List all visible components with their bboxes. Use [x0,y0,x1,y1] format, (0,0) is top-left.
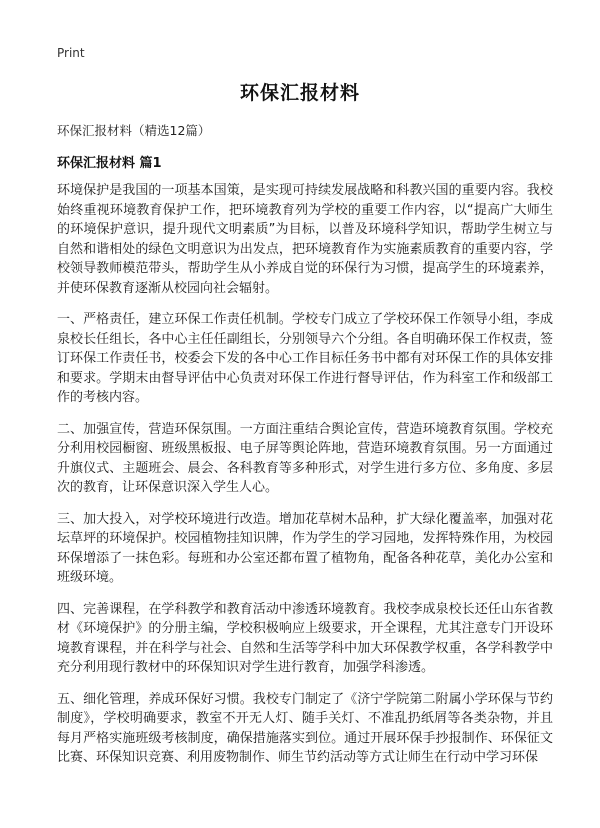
paragraph-investment: 三、加大投入，对学校环境进行改造。增加花草树木品种，扩大绿化覆盖率，加强对花坛草坪的环境保护。校园植物挂知识牌，作为学生的学习园地，发挥特殊作用，为校园环保增添了一抹色彩。每班和办公室还都布置了植物角，配备各种花草，美化办公室和班级环境。 [57,511,553,585]
document-body [57,181,553,780]
document-title: 环保汇报材料 [239,82,360,104]
section-heading: 环保汇报材料 篇1 [57,156,162,171]
paragraph-responsibility: 一、严格责任，建立环保工作责任机制。学校专门成立了学校环保工作领导小组，李成泉校长任组长，各中心主任任副组长，分别领导六个分组。各自明确环保工作权责，签订环保工作责任书，校委会下发的各中心工作目标任务书中都有对环保工作的具体安排和要求。学期末由督导评估中心负责对环保工作进行督导评估，作为科室工作和级部工作的考核内容。 [57,312,553,405]
paragraph-intro: 环境保护是我国的一项基本国策，是实现可持续发展战略和科教兴国的重要内容。我校始终重视环境教育保护工作，把环境教育列为学校的重要工作内容，以“提高广大师生的环境保护意识，提升现代文明素质”为目标，以普及环境科学知识，帮助学生树立与自然和谐相处的绿色文明意识为出发点，把环境教育作为实施素质教育的重要内容，学校领导教师模范带头，帮助学生从小养成自觉的环保行为习惯，提高学生的环境素养，并使环保教育逐渐从校园向社会辐射。 [57,183,553,296]
paragraph-curriculum: 四、完善课程，在学科教学和教育活动中渗透环境教育。我校李成泉校长还任山东省教材《环境保护》的分册主编，学校积极响应上级要求，开全课程，尤其注意专门开设环境教育课程，并在科学与社会、自然和生活等学科中加大环保教学权重，各学科教学中充分利用现行教材中的环保知识对学生进行教育，加强学科渗透。 [57,601,553,675]
paragraph-publicity: 二、加强宣传，营造环保氛围。一方面注重结合舆论宣传，营造环境教育氛围。学校充分利用校园橱窗、班级黑板报、电子屏等舆论阵地，营造环境教育氛围。另一方面通过升旗仪式、主题班会、晨会、各科教育等多种形式，对学生进行多方位、多角度、多层次的教育，让环保意识深入学生人心。 [57,421,553,495]
document-subtitle: 环保汇报材料（精选12篇） [57,123,211,138]
print-label[interactable]: Print [57,46,85,60]
paragraph-management: 五、细化管理，养成环保好习惯。我校专门制定了《济宁学院第二附属小学环保与节约制度》，学校明确要求，教室不开无人灯、随手关灯、不准乱扔纸屑等各类杂物，并且每月严格实施班级考核制度，确保措施落实到位。通过开展环保手抄报制作、环保征文比赛、环保知识竞赛、利用废物制作、师生节约活动等方式让师生在行动中学习环保 [57,691,553,765]
